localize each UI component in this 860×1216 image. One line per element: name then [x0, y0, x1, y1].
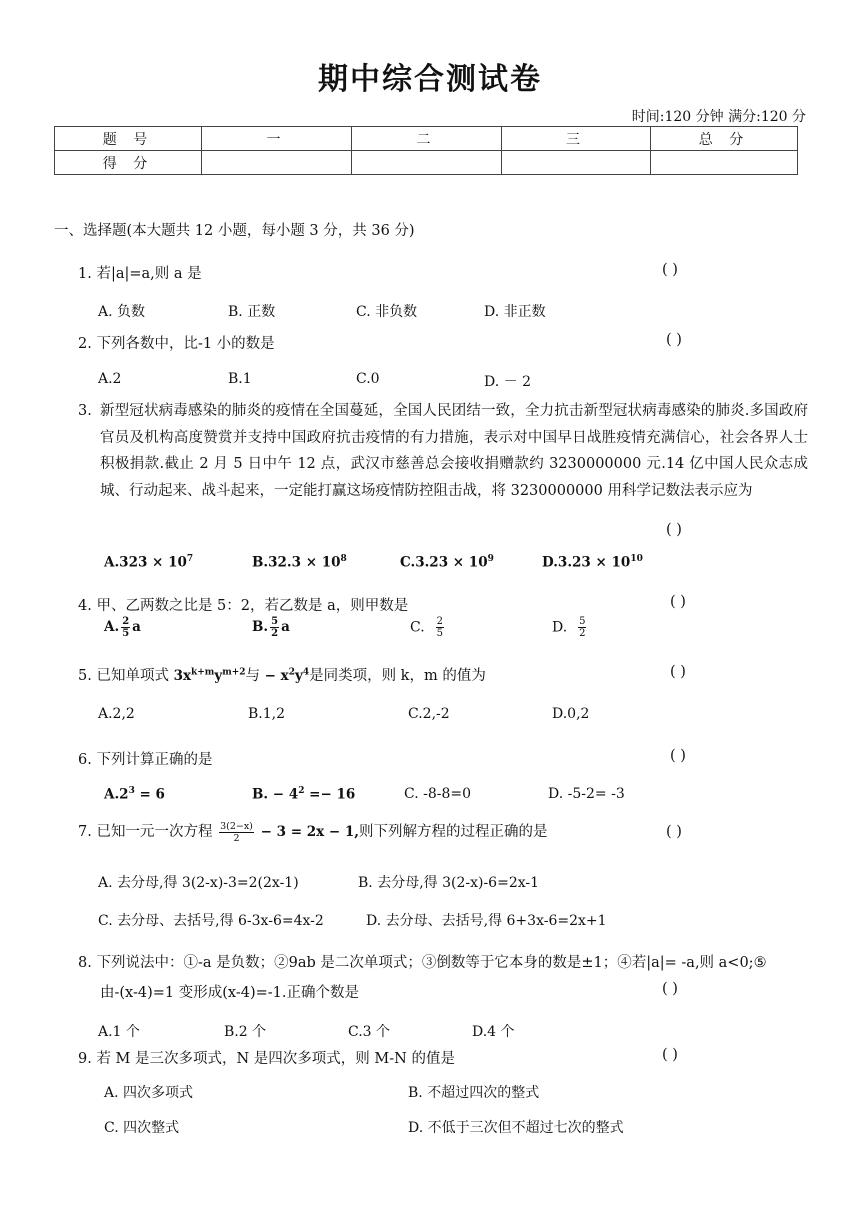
- question-1-stem: 1. 若|a|=a,则 a 是: [78, 266, 202, 282]
- option-a: A. 去分母,得 3(2-x)-3=2(2x-1): [98, 875, 299, 891]
- option-b: B.1: [228, 371, 252, 387]
- option-c: C. -8-8=0: [404, 786, 472, 802]
- question-9-stem: 9. 若 M 是三次多项式，N 是四次多项式，则 M-N 的值是: [78, 1051, 455, 1067]
- question-4-stem: 4. 甲、乙两数之比是 5：2，若乙数是 a，则甲数是: [78, 598, 409, 614]
- option-a: A.1 个: [98, 1024, 140, 1040]
- score-input-cell[interactable]: [352, 151, 502, 175]
- section-heading: 一、选择题(本大题共 12 小题，每小题 3 分，共 36 分): [54, 223, 415, 239]
- option-a: A.2: [98, 371, 122, 387]
- option-b: B. 正数: [228, 304, 276, 320]
- score-input-cell[interactable]: [651, 151, 798, 175]
- score-input-cell[interactable]: [202, 151, 352, 175]
- option-d: D.0,2: [552, 706, 590, 722]
- option-c: C.3 个: [348, 1024, 391, 1040]
- option-a: $A.323 \times 10^7$: [104, 554, 194, 571]
- answer-blank[interactable]: ( ): [662, 262, 678, 278]
- option-b: $B.32.3 \times 10^8$: [252, 554, 347, 571]
- option-d: D. 不低于三次但不超过七次的整式: [408, 1120, 624, 1136]
- table-cell: 总 分: [651, 127, 798, 151]
- option-d: D. $\frac{5}{2}$: [552, 616, 586, 639]
- option-c: $C.3.23 \times 10^9$: [400, 554, 494, 571]
- option-b: B.2 个: [224, 1024, 267, 1040]
- answer-blank[interactable]: ( ): [662, 981, 678, 997]
- question-3-stem: 新型冠状病毒感染的肺炎的疫情在全国蔓延，全国人民团结一致，全力抗击新型冠状病毒感染的肺炎.多国政府官员及机构高度赞赏并支持中国政府抗击疫情的有力措施，表示对中国早日战胜疫情充满信心，社会各界人士积极捐款.截止 2 月 5 日中午 12 点，武汉市慈善总会接收捐赠款约 3230000000 元.14 亿中国人民众志成城、行动起来、战斗起来，一定能打赢这场疫情防控阻击战，将 3230000000 用科学记数法表示应为: [100, 403, 808, 499]
- answer-blank[interactable]: ( ): [670, 594, 686, 610]
- exam-meta: 时间:120 分钟 满分:120 分: [631, 109, 806, 125]
- option-d: D.4 个: [472, 1024, 515, 1040]
- table-cell: 一: [202, 127, 352, 151]
- option-b: B. − $4^2 =- 16$: [252, 786, 356, 803]
- option-a: $A.2^3 = 6$: [104, 786, 165, 803]
- option-b: B. 去分母,得 3(2-x)-6=2x-1: [358, 875, 540, 891]
- answer-blank[interactable]: ( ): [662, 1047, 678, 1063]
- option-b: B.1,2: [248, 706, 286, 722]
- answer-blank[interactable]: ( ): [670, 664, 686, 680]
- option-d: D. 非正数: [484, 304, 546, 320]
- option-c: C.0: [356, 371, 380, 387]
- page-title: 期中综合测试卷: [318, 62, 542, 97]
- answer-blank[interactable]: ( ): [666, 522, 682, 538]
- option-c: C. 四次整式: [104, 1120, 180, 1136]
- table-row: [55, 127, 798, 151]
- score-table: [54, 126, 798, 175]
- answer-blank[interactable]: ( ): [666, 332, 682, 348]
- question-3-number: 3.: [78, 403, 92, 419]
- table-row: [55, 151, 798, 175]
- option-a: A. 负数: [98, 304, 146, 320]
- option-c: C.2,-2: [408, 706, 450, 722]
- option-c: C. 非负数: [356, 304, 418, 320]
- answer-blank[interactable]: ( ): [670, 748, 686, 764]
- option-a: A. 四次多项式: [104, 1085, 194, 1101]
- question-7-stem: 7. 已知一元一次方程 $\frac{3(2-x)}{2}$ − 3 = 2x − 1,则下列解方程的过程正确的是: [78, 820, 548, 844]
- question-6-stem: 6. 下列计算正确的是: [78, 752, 213, 768]
- option-d: D. 去分母、去括号,得 6+3x-6=2x+1: [366, 913, 607, 929]
- option-b: B. 不超过四次的整式: [408, 1085, 540, 1101]
- question-8-stem-cont: 由-(x-4)=1 变形成(x-4)=-1.正确个数是: [100, 985, 359, 1001]
- score-input-cell[interactable]: [502, 151, 651, 175]
- question-2-stem: 2. 下列各数中，比-1 小的数是: [78, 336, 275, 352]
- option-c: C. 去分母、去括号,得 6-3x-6=4x-2: [98, 913, 324, 929]
- table-cell: 二: [352, 127, 502, 151]
- question-8-stem: 8. 下列说法中：①-a 是负数；②9ab 是二次单项式；③倒数等于它本身的数是±1；④若|a|= -a,则 a<0;⑤: [78, 955, 767, 971]
- option-d: D. -5-2= -3: [548, 786, 625, 802]
- option-d: $D.3.23 \times 10^{10}$: [542, 554, 643, 571]
- option-a: A. $\frac{2}{5}$ a: [104, 616, 141, 639]
- option-b: B. $\frac{5}{2}$ a: [252, 616, 290, 639]
- question-5-stem: 5. 已知单项式 $3x^{k+m}y^{m+2}$与 − $x^2y^4$是同类项，则 k，m 的值为: [78, 667, 486, 684]
- table-cell: 题 号: [55, 127, 202, 151]
- answer-blank[interactable]: ( ): [666, 824, 682, 840]
- option-a: A.2,2: [98, 706, 135, 722]
- option-c: C. $\frac{2}{5}$: [410, 616, 443, 639]
- table-cell: 三: [502, 127, 651, 151]
- option-d: D. － 2: [484, 374, 531, 390]
- table-cell: 得 分: [55, 151, 202, 175]
